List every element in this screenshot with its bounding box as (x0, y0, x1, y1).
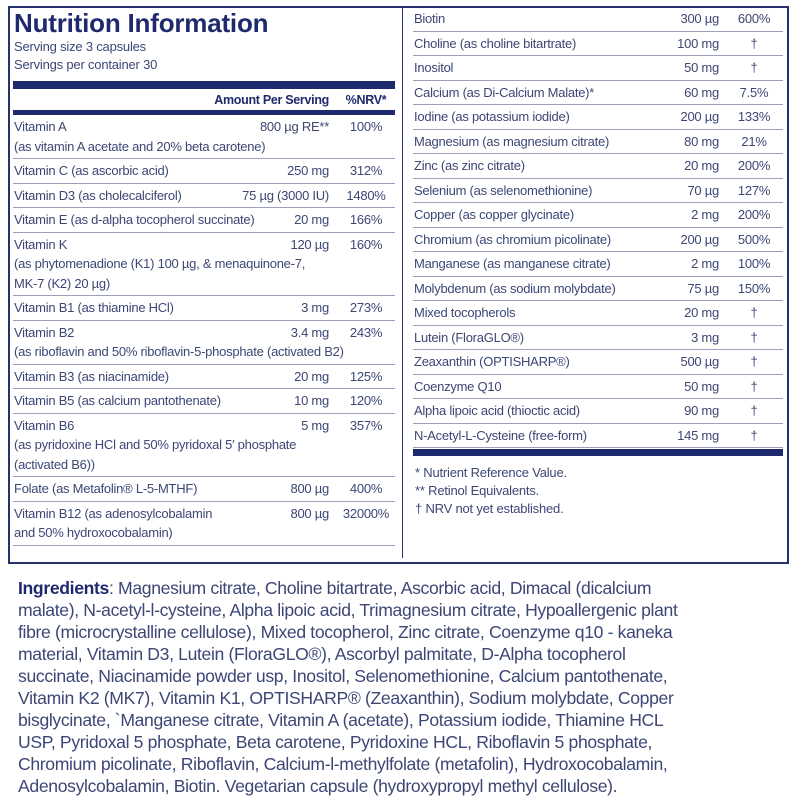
footnotes (415, 464, 783, 518)
nutrient-name: Vitamin B3 (as niacinamide) (14, 368, 169, 384)
nutrient-amount: 60 mg (684, 84, 719, 100)
nutrient-row-main (14, 391, 395, 411)
nutrient-row-main (14, 161, 395, 181)
nutrient-amount: 3 mg (301, 300, 329, 315)
nutrient-name: Coenzyme Q10 (414, 378, 502, 394)
nutrient-row-main (414, 58, 783, 78)
table-end-bar (413, 449, 783, 456)
nutrient-nrv: 160% (349, 236, 383, 252)
nutrient-name: Vitamin B1 (as thiamine HCl) (14, 300, 174, 315)
nutrient-nrv: 21% (741, 133, 767, 149)
nutrient-row (413, 81, 783, 106)
ingredients-text: succinate, Niacinamide powder usp, Inositol, Selenomethionine, Calcium pantothenate, (18, 666, 668, 686)
nutrient-nrv: 273% (349, 300, 383, 315)
nutrient-name: Vitamin B2 (14, 324, 75, 340)
nutrient-row-main (414, 401, 783, 421)
nutrient-name: Selenium (as selenomethionine) (414, 182, 593, 198)
serving-size: Serving size 3 capsules (14, 39, 146, 54)
nutrient-row (413, 203, 783, 228)
nutrient-row (413, 277, 783, 302)
nutrient-amount: 120 µg (290, 236, 329, 252)
nutrient-nrv: 100% (737, 256, 771, 271)
nutrient-row (413, 399, 783, 424)
ingredients-text: Adenosylcobalamin, Biotin. Vegetarian capsule (hydroxypropyl methyl cellulose). (18, 776, 618, 796)
nutrient-amount: 500 µg (680, 354, 719, 369)
nutrient-amount: 20 mg (294, 368, 329, 384)
nutrient-name: Choline (as choline bitartrate) (414, 35, 577, 51)
nutrient-amount: 800 µg RE** (259, 119, 329, 134)
nutrient-row-main (414, 377, 783, 397)
nutrient-name: Biotin (414, 11, 446, 26)
nutrient-amount: 145 mg (677, 427, 719, 443)
nutrient-amount: 20 mg (684, 305, 719, 320)
nutrient-name: N-Acetyl-L-Cysteine (free-form) (414, 427, 587, 443)
nutrient-name: Inositol (414, 60, 454, 75)
nutrient-amount: 300 µg (680, 11, 719, 26)
nutrient-row (413, 130, 783, 155)
ingredients-line (18, 709, 678, 731)
ingredients-label: Ingredients (18, 578, 109, 598)
ingredients-text: fibre (microcrystalline cellulose), Mixed tocopherol, Zinc citrate, Coenzyme q10 - kaneka (18, 622, 673, 642)
nutrient-row (413, 32, 783, 57)
nutrient-amount: 3 mg (691, 329, 719, 345)
nutrient-row-main (414, 205, 783, 225)
nutrient-name: Vitamin E (as d-alpha tocopherol succinate) (14, 212, 255, 227)
nutrient-name: Mixed tocopherols (414, 305, 516, 320)
nutrient-nrv: 166% (349, 212, 383, 227)
nutrient-row (413, 105, 783, 130)
page-title: Nutrition Information (14, 8, 269, 38)
nutrient-row-main (14, 186, 395, 206)
footnote: * Nutrient Reference Value. (415, 465, 567, 480)
nutrient-row (13, 502, 395, 546)
nutrient-detail: (as riboflavin and 50% riboflavin-5-phosphate (activated B2) (14, 344, 344, 359)
nutrient-amount: 2 mg (691, 256, 719, 271)
nutrient-amount: 80 mg (684, 133, 719, 149)
nutrient-row-main (414, 107, 783, 127)
column-divider (402, 6, 403, 558)
nutrient-nrv: 150% (737, 280, 771, 296)
nutrient-nrv: 32000% (342, 505, 390, 521)
nutrient-row (413, 424, 783, 449)
nutrient-amount: 20 mg (294, 212, 329, 227)
nutrient-row-main (14, 367, 395, 387)
nutrient-name: Lutein (FloraGLO®) (414, 329, 524, 345)
nutrient-nrv: 600% (737, 11, 771, 26)
nutrient-name: Folate (as Metafolin® L-5-MTHF) (14, 481, 198, 496)
nutrient-row-main (414, 83, 783, 103)
nutrient-name: Iodine (as potassium iodide) (414, 109, 570, 124)
nutrient-detail: (as vitamin A acetate and 20% beta carotene) (14, 138, 266, 154)
nutrient-name: Vitamin K (14, 236, 68, 252)
ingredients-line (18, 643, 678, 665)
nutrient-amount: 20 mg (684, 158, 719, 173)
nutrient-row-main (14, 479, 395, 499)
ingredients-section (18, 577, 678, 797)
nutrient-nrv: 357% (349, 417, 383, 433)
nutrient-nrv: 127% (737, 182, 771, 198)
ingredients-line (18, 753, 678, 775)
nutrient-row (413, 154, 783, 179)
nutrient-row-main (14, 117, 395, 137)
nutrient-amount: 70 µg (687, 182, 719, 198)
nutrient-row (413, 326, 783, 351)
nutrient-row-main (14, 416, 395, 436)
nutrient-row (13, 414, 395, 478)
nutrient-row (413, 301, 783, 326)
nutrient-amount: 3.4 mg (290, 324, 329, 340)
nutrient-row-main (14, 323, 395, 343)
table-header (13, 89, 395, 110)
nutrient-row-main (414, 181, 783, 201)
nutrient-nrv: † (750, 35, 758, 51)
nutrient-amount: 50 mg (684, 378, 719, 394)
nutrient-nrv: 1480% (346, 187, 386, 203)
nutrient-name: Vitamin A (14, 119, 67, 134)
nutrient-nrv: 200% (737, 207, 771, 222)
nutrient-row-main (414, 328, 783, 348)
nutrient-row (13, 184, 395, 209)
nutrient-row (13, 115, 395, 159)
ingredients-text: bisglycinate, `Manganese citrate, Vitamin A (acetate), Potassium iodide, Thiamine HCL (18, 710, 664, 730)
nutrient-row (413, 56, 783, 81)
nutrient-nrv: † (750, 354, 758, 369)
nutrient-row (413, 252, 783, 277)
nutrient-amount: 800 µg (290, 481, 329, 496)
nutrient-row (13, 321, 395, 365)
nutrient-nrv: 120% (349, 393, 383, 408)
nutrient-nrv: † (750, 378, 758, 394)
nutrient-row (13, 389, 395, 414)
nutrient-row (13, 233, 395, 297)
nutrient-nrv: † (750, 427, 758, 443)
nutrient-row-main (414, 426, 783, 446)
nutrient-amount: 75 µg (3000 IU) (242, 187, 329, 203)
nutrient-row-main (414, 34, 783, 54)
nutrient-row (13, 296, 395, 321)
nutrient-row (413, 228, 783, 253)
nutrient-name: Chromium (as chromium picolinate) (414, 231, 611, 247)
nutrient-row-main (414, 303, 783, 323)
nutrient-name: Calcium (as Di-Calcium Malate)* (414, 84, 595, 100)
nutrient-amount: 90 mg (684, 403, 719, 418)
nutrient-amount: 100 mg (677, 35, 719, 51)
nutrient-row-main (14, 298, 395, 318)
nutrient-table-right (413, 7, 783, 448)
nutrient-nrv: 312% (349, 163, 383, 178)
nutrient-nrv: † (750, 403, 758, 418)
nutrient-table-left (13, 115, 395, 546)
header-bar (13, 81, 395, 89)
nutrient-name: Manganese (as manganese citrate) (414, 256, 611, 271)
nutrient-row-main (14, 235, 395, 255)
ingredients-line (18, 665, 678, 687)
nutrient-amount: 200 µg (680, 231, 719, 247)
nutrient-row-main (414, 132, 783, 152)
nutrient-row (13, 365, 395, 390)
nutrient-name: Alpha lipoic acid (thioctic acid) (414, 403, 580, 418)
nutrient-name: Zeaxanthin (OPTISHARP®) (414, 354, 570, 369)
nutrient-amount: 2 mg (691, 207, 719, 222)
footnote: ** Retinol Equivalents. (415, 483, 540, 498)
nutrient-row (13, 208, 395, 233)
nutrient-detail: MK-7 (K2) 20 µg) (14, 275, 110, 291)
nutrient-amount: 250 mg (287, 163, 329, 178)
servings-per-container: Servings per container 30 (14, 57, 158, 72)
nutrient-detail: (as phytomenadione (K1) 100 µg, & menaquinone-7, (14, 256, 306, 271)
ingredients-text: USP, Pyridoxal 5 phosphate, Beta carotene, Pyridoxine HCL, Riboflavin 5 phosphate, (18, 732, 653, 752)
ingredients-line (18, 577, 678, 599)
nutrient-name: Vitamin D3 (as cholecalciferol) (14, 187, 182, 203)
nutrient-name: Copper (as copper glycinate) (414, 207, 574, 222)
nutrient-row-main (14, 504, 395, 524)
nutrient-amount: 75 µg (687, 280, 719, 296)
nutrient-row (13, 159, 395, 184)
nutrient-nrv: 243% (349, 324, 383, 340)
nutrient-detail: (as pyridoxine HCl and 50% pyridoxal 5′ phosphate (14, 437, 297, 452)
nutrient-amount: 200 µg (680, 109, 719, 124)
nutrient-amount: 10 mg (294, 393, 329, 408)
nutrient-row (413, 179, 783, 204)
nutrient-nrv: 100% (349, 119, 383, 134)
nutrient-row-main (414, 230, 783, 250)
nutrient-nrv: 133% (737, 109, 771, 124)
nutrient-detail: and 50% hydroxocobalamin) (14, 525, 173, 540)
ingredients-text: material, Vitamin D3, Lutein (FloraGLO®), Ascorbyl palmitate, D-Alpha tocopherol (18, 644, 626, 664)
nrv-header: %NRV* (345, 92, 387, 107)
nutrient-nrv: 200% (737, 158, 771, 173)
nutrient-row-main (414, 279, 783, 299)
ingredients-line (18, 599, 678, 621)
nutrient-row-main (414, 9, 783, 29)
nutrient-row (413, 375, 783, 400)
footnote: † NRV not yet established. (415, 501, 564, 516)
ingredients-text: : Magnesium citrate, Choline bitartrate, Ascorbic acid, Dimacal (dicalcium (108, 578, 652, 598)
nutrient-nrv: † (750, 305, 758, 320)
nutrient-nrv: † (750, 329, 758, 345)
nutrient-name: Vitamin C (as ascorbic acid) (14, 163, 169, 178)
nutrient-amount: 5 mg (301, 417, 329, 433)
nutrient-amount: 800 µg (290, 505, 329, 521)
nutrient-amount: 50 mg (684, 60, 719, 75)
nutrient-name: Vitamin B6 (14, 417, 75, 433)
nutrient-name: Molybdenum (as sodium molybdate) (414, 280, 616, 296)
nutrient-row-main (414, 254, 783, 274)
nutrient-nrv: 500% (737, 231, 771, 247)
nutrient-nrv: 7.5% (739, 84, 769, 100)
ingredients-text: Vitamin K2 (MK7), Vitamin K1, OPTISHARP® (Zeaxanthin), Sodium molybdate, Copper (18, 688, 674, 708)
nutrient-row-main (414, 156, 783, 176)
ingredients-line (18, 731, 678, 753)
nutrient-name: Magnesium (as magnesium citrate) (414, 133, 610, 149)
nutrient-detail: (activated B6)) (14, 456, 95, 472)
nutrient-nrv: 400% (349, 481, 383, 496)
nutrient-name: Vitamin B5 (as calcium pantothenate) (14, 393, 221, 408)
nutrient-name: Vitamin B12 (as adenosylcobalamin (14, 505, 213, 521)
ingredients-text: malate), N-acetyl-l-cysteine, Alpha lipoic acid, Trimagnesium citrate, Hypoallergenic plant (18, 600, 678, 620)
nutrition-right-column (413, 7, 783, 518)
ingredients-line (18, 775, 678, 797)
nutrient-row (413, 7, 783, 32)
nutrient-row-main (14, 210, 395, 230)
nutrition-left-column (13, 8, 395, 546)
nutrient-row (13, 477, 395, 502)
nutrient-nrv: † (750, 60, 758, 75)
ingredients-line (18, 621, 678, 643)
ingredients-line (18, 687, 678, 709)
nutrient-nrv: 125% (349, 368, 383, 384)
ingredients-text: Chromium picolinate, Riboflavin, Calcium-l-methylfolate (metafolin), Hydroxocobalamin, (18, 754, 668, 774)
amount-header: Amount Per Serving (214, 92, 329, 107)
nutrient-row (413, 350, 783, 375)
nutrient-name: Zinc (as zinc citrate) (414, 158, 525, 173)
nutrient-row-main (414, 352, 783, 372)
